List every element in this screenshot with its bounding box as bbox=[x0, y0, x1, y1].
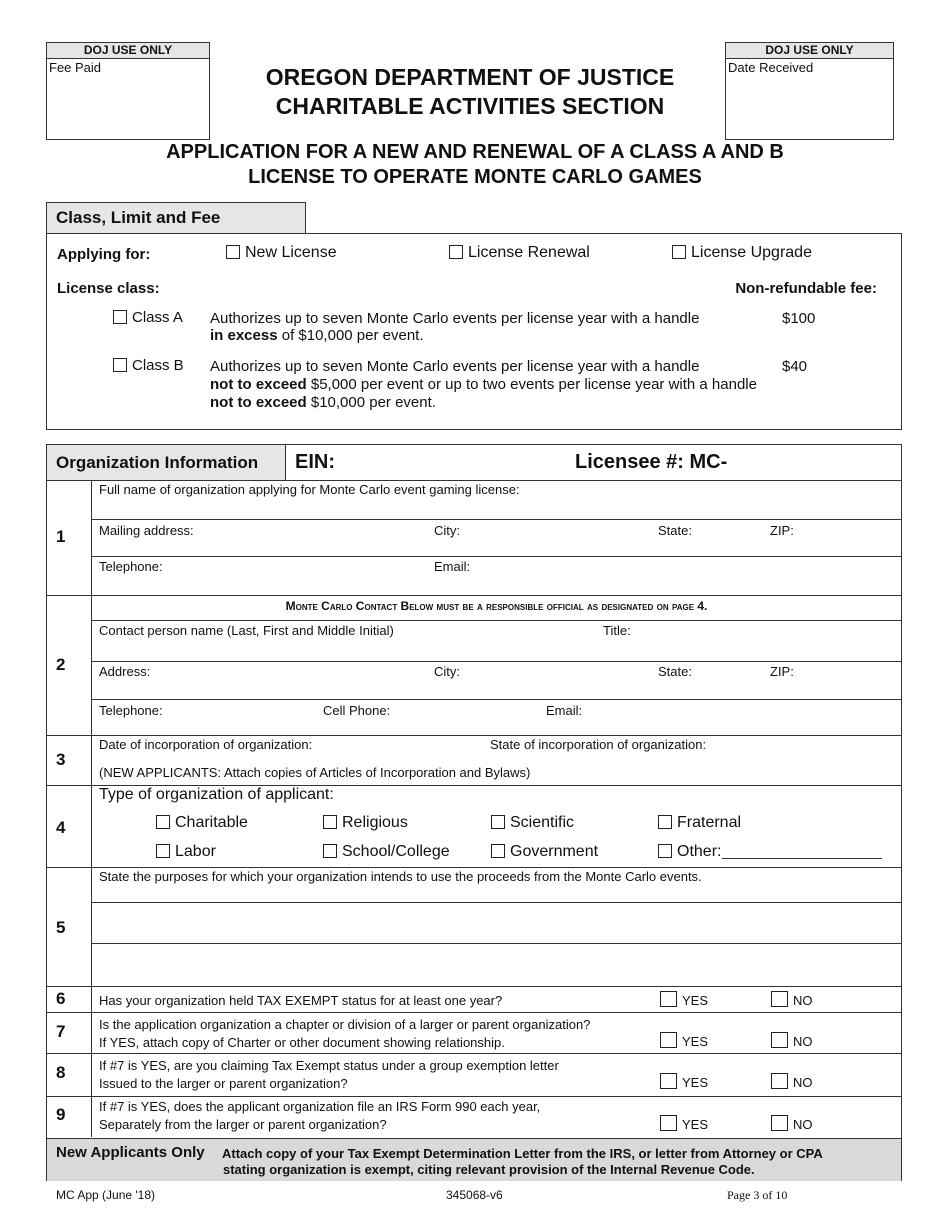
class-section-tab: Class, Limit and Fee bbox=[46, 202, 306, 234]
question-9 bbox=[99, 1098, 540, 1134]
question-8 bbox=[99, 1057, 559, 1093]
charitable-label: Charitable bbox=[175, 814, 248, 831]
government-checkbox[interactable] bbox=[491, 844, 505, 858]
license-renewal-label: License Renewal bbox=[468, 244, 590, 261]
class-a-line-1: Authorizes up to seven Monte Carlo events per license year with a handle bbox=[210, 310, 700, 327]
q7-no-checkbox[interactable] bbox=[771, 1032, 788, 1048]
q7-no[interactable] bbox=[771, 1032, 813, 1049]
footer-page-number: Page 3 of 10 bbox=[727, 1188, 788, 1202]
agency-title bbox=[220, 63, 720, 121]
divider bbox=[91, 620, 902, 621]
contact-email-field[interactable]: Email: bbox=[546, 703, 583, 718]
divider bbox=[46, 595, 902, 596]
row-number: 5 bbox=[56, 918, 66, 937]
number-column-divider bbox=[91, 480, 92, 1137]
license-upgrade-checkbox[interactable] bbox=[672, 245, 686, 259]
contact-zip-field[interactable]: ZIP: bbox=[770, 664, 794, 679]
q9-line-2: Separately from the larger or parent organization? bbox=[99, 1117, 387, 1132]
q7-line-2: If YES, attach copy of Charter or other document showing relationship. bbox=[99, 1035, 505, 1050]
q9-line-1: If #7 is YES, does the applicant organization file an IRS Form 990 each year, bbox=[99, 1099, 541, 1114]
q7-yes[interactable] bbox=[660, 1032, 708, 1049]
fee-label: Non-refundable fee: bbox=[735, 280, 877, 297]
divider bbox=[91, 519, 902, 520]
applying-for-label: Applying for: bbox=[57, 246, 151, 263]
class-section-box bbox=[46, 233, 902, 430]
question-6: Has your organization held TAX EXEMPT status for at least one year? bbox=[99, 993, 503, 1008]
row-number: 4 bbox=[56, 818, 66, 837]
q9-no-label: NO bbox=[793, 1117, 813, 1132]
divider bbox=[91, 661, 902, 662]
agency-line-1: OREGON DEPARTMENT OF JUSTICE bbox=[265, 64, 675, 90]
q8-yes-checkbox[interactable] bbox=[660, 1073, 677, 1089]
new-applicants-label: New Applicants Only bbox=[56, 1144, 205, 1161]
q9-no-checkbox[interactable] bbox=[771, 1115, 788, 1131]
scientific-checkbox[interactable] bbox=[491, 815, 505, 829]
class-a-label: Class A bbox=[132, 309, 183, 326]
type-labor[interactable] bbox=[156, 843, 216, 861]
zip-field[interactable]: ZIP: bbox=[770, 523, 794, 538]
doj-use-only-label: DOJ USE ONLY bbox=[47, 43, 209, 59]
class-b-bold-1: not to exceed bbox=[210, 376, 307, 393]
new-license-label: New License bbox=[245, 244, 337, 261]
q6-no[interactable] bbox=[771, 991, 813, 1008]
row-number: 7 bbox=[56, 1022, 66, 1041]
q8-line-1: If #7 is YES, are you claiming Tax Exempt status under a group exemption letter bbox=[99, 1058, 559, 1073]
fraternal-label: Fraternal bbox=[677, 814, 742, 831]
charitable-checkbox[interactable] bbox=[156, 815, 170, 829]
school-college-label: School/College bbox=[342, 843, 450, 860]
email-field[interactable]: Email: bbox=[434, 559, 471, 574]
new-license-option[interactable] bbox=[226, 244, 337, 262]
divider bbox=[46, 1012, 902, 1013]
class-b-rest-1: $5,000 per event or up to two events per license year with a handle bbox=[306, 376, 757, 393]
class-b-rest-2: $10,000 per event. bbox=[306, 394, 436, 411]
class-a-line-2 bbox=[210, 327, 790, 344]
doj-date-box bbox=[725, 42, 894, 140]
school-college-checkbox[interactable] bbox=[323, 844, 337, 858]
fraternal-checkbox[interactable] bbox=[658, 815, 672, 829]
divider bbox=[46, 735, 902, 736]
divider bbox=[46, 986, 902, 987]
row-number: 3 bbox=[56, 750, 66, 769]
mailing-address-field[interactable]: Mailing address: bbox=[99, 523, 194, 538]
class-a-checkbox[interactable] bbox=[113, 310, 127, 324]
agency-line-2: CHARITABLE ACTIVITIES SECTION bbox=[275, 93, 665, 119]
q6-no-checkbox[interactable] bbox=[771, 991, 788, 1007]
contact-title-field[interactable]: Title: bbox=[603, 623, 631, 638]
form-title-line-2: LICENSE TO OPERATE MONTE CARLO GAMES bbox=[248, 166, 702, 188]
q7-yes-label: YES bbox=[682, 1034, 709, 1049]
type-other[interactable] bbox=[658, 843, 721, 861]
license-class-label: License class: bbox=[57, 280, 160, 297]
religious-label: Religious bbox=[342, 814, 408, 831]
type-government[interactable] bbox=[491, 843, 598, 861]
q6-yes-label: YES bbox=[682, 993, 709, 1008]
class-b-line-3 bbox=[210, 394, 800, 412]
q9-yes-label: YES bbox=[682, 1117, 709, 1132]
class-a-option[interactable] bbox=[113, 309, 183, 326]
new-applicants-band bbox=[47, 1138, 901, 1181]
class-b-description bbox=[210, 358, 800, 412]
date-incorporation-field[interactable]: Date of incorporation of organization: bbox=[99, 737, 313, 752]
row-number: 6 bbox=[56, 989, 66, 1008]
divider bbox=[46, 1053, 902, 1054]
q8-yes-label: YES bbox=[682, 1075, 709, 1090]
labor-checkbox[interactable] bbox=[156, 844, 170, 858]
labor-label: Labor bbox=[175, 843, 216, 860]
contact-name-field[interactable]: Contact person name (Last, First and Middle Initial) bbox=[99, 623, 394, 638]
q8-no-label: NO bbox=[793, 1075, 813, 1090]
q8-no-checkbox[interactable] bbox=[771, 1073, 788, 1089]
license-upgrade-label: License Upgrade bbox=[691, 244, 812, 261]
type-scientific[interactable] bbox=[491, 814, 574, 832]
q9-yes-checkbox[interactable] bbox=[660, 1115, 677, 1131]
q8-no[interactable] bbox=[771, 1073, 813, 1090]
new-applicants-articles-note: (NEW APPLICANTS: Attach copies of Articles of Incorporation and Bylaws) bbox=[99, 765, 531, 780]
government-label: Government bbox=[510, 843, 599, 860]
class-b-line-2 bbox=[210, 376, 800, 394]
class-a-description bbox=[210, 310, 790, 344]
doj-fee-box bbox=[46, 42, 210, 140]
class-b-fee: $40 bbox=[782, 358, 808, 375]
q7-yes-checkbox[interactable] bbox=[660, 1032, 677, 1048]
type-fraternal[interactable] bbox=[658, 814, 741, 832]
q9-yes[interactable] bbox=[660, 1115, 708, 1132]
contact-address-field[interactable]: Address: bbox=[99, 664, 151, 679]
other-checkbox[interactable] bbox=[658, 844, 672, 858]
type-school-college[interactable] bbox=[323, 843, 450, 861]
q7-line-1: Is the application organization a chapter or division of a larger or parent organization? bbox=[99, 1017, 591, 1032]
doj-use-only-label: DOJ USE ONLY bbox=[726, 43, 893, 59]
purposes-line-1[interactable] bbox=[91, 902, 902, 903]
row-number: 8 bbox=[56, 1063, 66, 1082]
date-received-label: Date Received bbox=[728, 60, 814, 75]
q9-no[interactable] bbox=[771, 1115, 813, 1132]
contact-telephone-field[interactable]: Telephone: bbox=[99, 703, 163, 718]
question-7 bbox=[99, 1016, 590, 1052]
purposes-line-2[interactable] bbox=[91, 943, 902, 944]
state-incorporation-field[interactable]: State of incorporation of organization: bbox=[490, 737, 707, 752]
type-religious[interactable] bbox=[323, 814, 408, 832]
class-a-fee: $100 bbox=[782, 310, 816, 327]
class-a-rest: of $10,000 per event. bbox=[277, 327, 424, 344]
row-number: 9 bbox=[56, 1105, 66, 1124]
state-field[interactable]: State: bbox=[658, 523, 692, 538]
row-number: 2 bbox=[56, 655, 66, 674]
license-renewal-option[interactable] bbox=[449, 244, 590, 262]
org-type-label: Type of organization of applicant: bbox=[99, 786, 334, 803]
class-b-option[interactable] bbox=[113, 357, 184, 374]
other-label: Other: bbox=[677, 843, 722, 860]
scientific-label: Scientific bbox=[510, 814, 575, 831]
city-field[interactable]: City: bbox=[434, 523, 460, 538]
type-charitable[interactable] bbox=[156, 814, 248, 832]
org-full-name-field[interactable]: Full name of organization applying for Monte Carlo event gaming license: bbox=[99, 482, 520, 497]
new-applicants-text-2: stating organization is exempt, citing relevant provision of the Internal Revenue Code. bbox=[223, 1162, 755, 1177]
new-license-checkbox[interactable] bbox=[226, 245, 240, 259]
class-b-bold-2: not to exceed bbox=[210, 394, 307, 411]
q7-no-label: NO bbox=[793, 1034, 813, 1049]
contact-notice: Monte Carlo Contact Below must be a responsible official as designated on page 4. bbox=[285, 599, 708, 613]
org-header-box bbox=[285, 444, 902, 481]
footer-form-id: MC App (June '18) bbox=[56, 1188, 156, 1202]
q8-yes[interactable] bbox=[660, 1073, 708, 1090]
license-renewal-checkbox[interactable] bbox=[449, 245, 463, 259]
contact-city-field[interactable]: City: bbox=[434, 664, 460, 679]
contact-cell-field[interactable]: Cell Phone: bbox=[323, 703, 391, 718]
q8-line-2: Issued to the larger or parent organization? bbox=[99, 1076, 348, 1091]
license-upgrade-option[interactable] bbox=[672, 244, 812, 262]
divider bbox=[46, 867, 902, 868]
ein-label: EIN: bbox=[295, 451, 335, 473]
divider bbox=[91, 699, 902, 700]
religious-checkbox[interactable] bbox=[323, 815, 337, 829]
q6-yes[interactable] bbox=[660, 991, 708, 1008]
class-b-checkbox[interactable] bbox=[113, 358, 127, 372]
org-section-tab: Organization Information bbox=[46, 444, 286, 481]
divider bbox=[91, 556, 902, 557]
row-number: 1 bbox=[56, 527, 66, 546]
footer-doc-number: 345068-v6 bbox=[446, 1188, 503, 1202]
licensee-label: Licensee #: MC- bbox=[575, 451, 728, 473]
form-title-line-1: APPLICATION FOR A NEW AND RENEWAL OF A CLASS A AND B bbox=[166, 141, 784, 163]
new-applicants-text-1: Attach copy of your Tax Exempt Determination Letter from the IRS, or letter from Attorney or CPA bbox=[222, 1146, 823, 1161]
class-a-bold: in excess bbox=[210, 327, 278, 344]
class-b-label: Class B bbox=[132, 357, 184, 374]
q6-no-label: NO bbox=[793, 993, 813, 1008]
other-underline[interactable] bbox=[722, 858, 882, 859]
telephone-field[interactable]: Telephone: bbox=[99, 559, 163, 574]
class-b-line-1: Authorizes up to seven Monte Carlo events per license year with a handle bbox=[210, 358, 700, 375]
fee-paid-label: Fee Paid bbox=[49, 60, 102, 75]
divider bbox=[46, 1096, 902, 1097]
contact-state-field[interactable]: State: bbox=[658, 664, 692, 679]
q6-yes-checkbox[interactable] bbox=[660, 991, 677, 1007]
purposes-label: State the purposes for which your organization intends to use the proceeds from the Monte Carlo events. bbox=[99, 869, 702, 884]
form-title bbox=[60, 140, 890, 190]
